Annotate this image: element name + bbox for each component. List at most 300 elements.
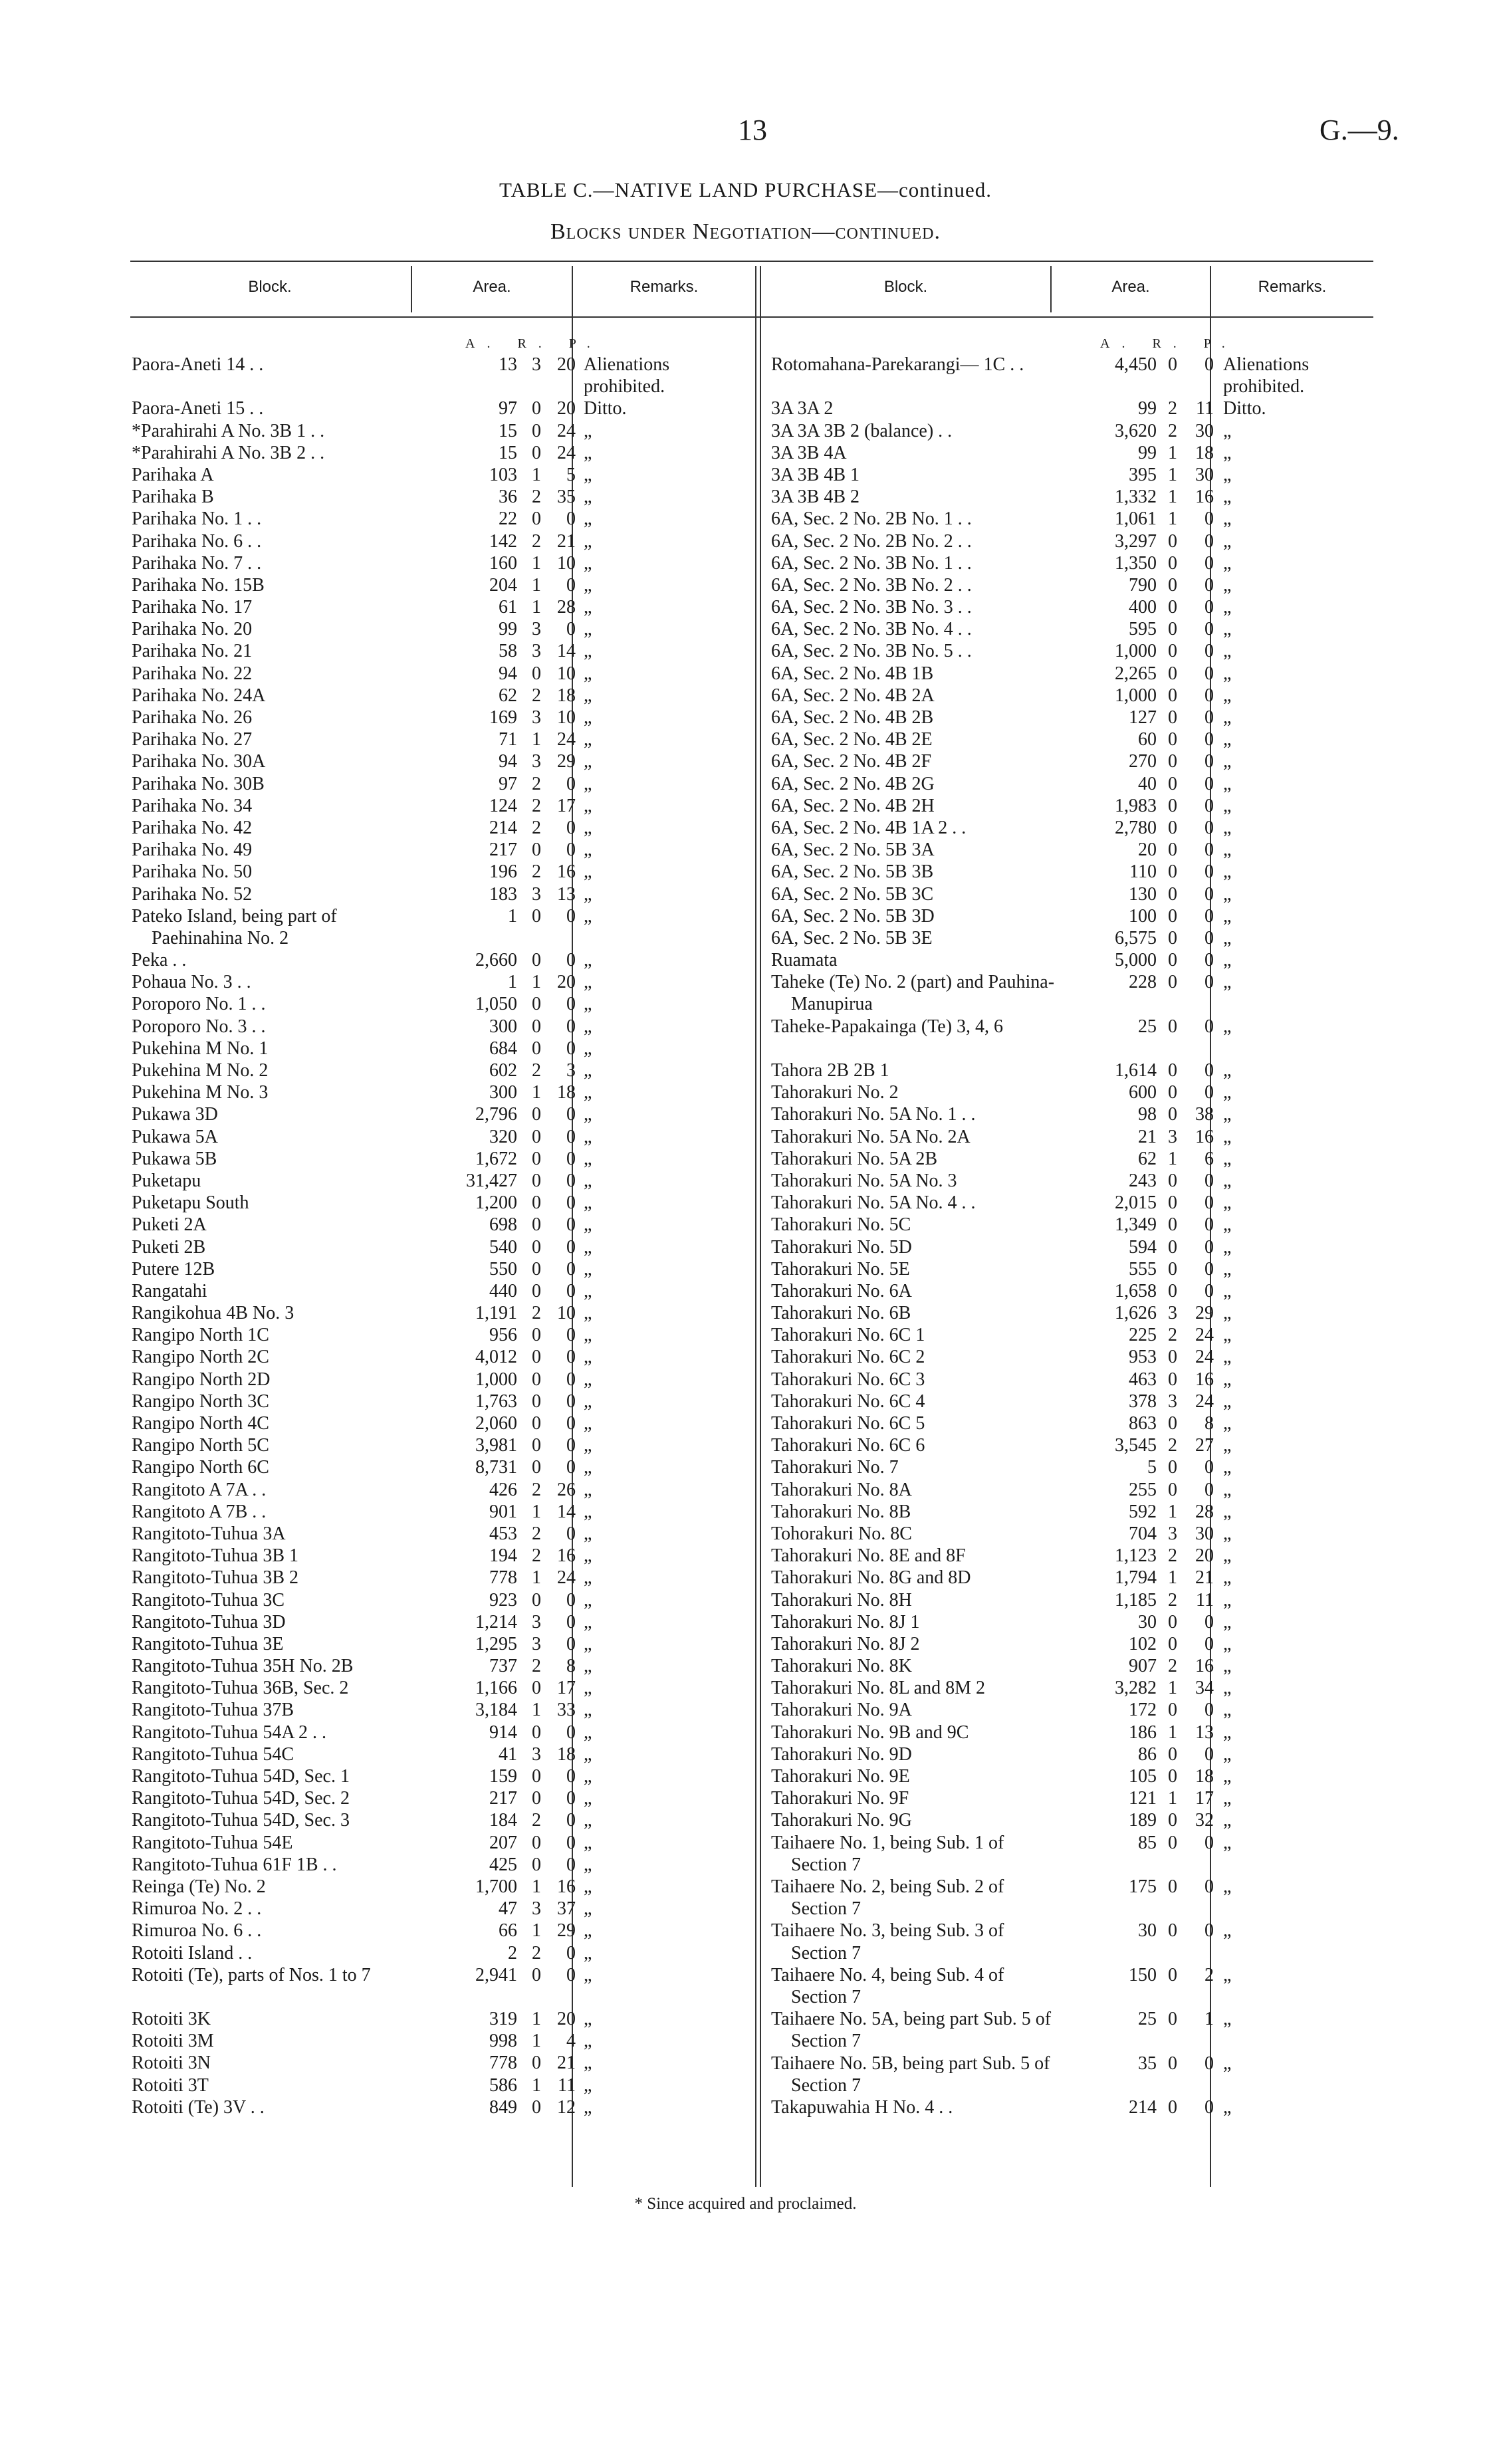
table-row [771, 1633, 1373, 1655]
remarks: „ [584, 1854, 592, 1875]
block-name: Reinga (Te) No. 2 [132, 1876, 266, 1897]
remarks: „ [584, 1104, 592, 1125]
area-acres: 1,332 [1115, 487, 1157, 508]
remarks: „ [584, 597, 592, 618]
area-roods: 0 [1168, 1214, 1177, 1236]
area-perches: 30 [1195, 420, 1214, 441]
remarks: „ [584, 2009, 592, 2030]
area-roods: 1 [532, 2009, 541, 2030]
block-name: Parihaka No. 30B [132, 773, 265, 794]
area-roods: 0 [1168, 2009, 1177, 2030]
remarks: „ [584, 1369, 592, 1390]
area-roods: 1 [1168, 1148, 1177, 1169]
block-name: 6A, Sec. 2 No. 4B 2B [771, 707, 934, 728]
area-acres: 1,763 [475, 1391, 517, 1412]
area-acres: 6,575 [1115, 927, 1157, 949]
table-row [771, 1103, 1373, 1125]
remarks: „ [584, 1920, 592, 1942]
table-row [771, 1456, 1373, 1478]
area-acres: 20 [1138, 840, 1157, 861]
area-acres: 15 [499, 420, 517, 441]
remarks: „ [584, 1876, 592, 1897]
remarks: „ [1223, 1788, 1232, 1809]
area-perches: 0 [1204, 773, 1214, 794]
table-row [771, 1501, 1373, 1523]
remarks: „ [1223, 1678, 1232, 1699]
area-perches: 0 [1204, 905, 1214, 927]
table-row [132, 420, 756, 442]
table-row [771, 1920, 1373, 1963]
block-name: Tohorakuri No. 8C [771, 1523, 912, 1544]
table-row [771, 1258, 1373, 1280]
table-row [132, 1126, 756, 1148]
area-perches: 0 [566, 1325, 576, 1346]
block-name: 6A, Sec. 2 No. 3B No. 4 . . [771, 619, 972, 640]
block-name: 6A, Sec. 2 No. 3B No. 5 . . [771, 641, 972, 662]
table-row [132, 1743, 756, 1765]
area-roods: 0 [532, 1325, 541, 1346]
remarks: „ [584, 1722, 592, 1743]
area-roods: 2 [532, 530, 541, 552]
table-row [771, 486, 1373, 508]
remarks: „ [584, 1656, 592, 1677]
area-acres: 395 [1129, 464, 1157, 485]
area-perches: 8 [1204, 1413, 1214, 1434]
area-roods: 0 [1168, 619, 1177, 640]
remarks: „ [584, 994, 592, 1015]
remarks: „ [1223, 2053, 1232, 2074]
area-acres: 602 [489, 1060, 517, 1081]
area-roods: 1 [532, 2031, 541, 2052]
table-row [132, 1964, 756, 2008]
header-remarks-left: Remarks. [630, 278, 699, 296]
area-acres: 300 [489, 1082, 517, 1103]
block-name: Parihaka No. 1 . . [132, 508, 262, 530]
area-roods: 1 [1168, 1678, 1177, 1699]
area-acres: 30 [1138, 1920, 1157, 1942]
table-row [132, 508, 756, 530]
area-acres: 94 [499, 751, 517, 772]
block-name: Pukehina M No. 2 [132, 1060, 269, 1081]
block-name: Rotoiti Island . . [132, 1942, 253, 1963]
remarks: „ [584, 420, 592, 441]
area-perches: 0 [566, 1413, 576, 1434]
table-row [132, 354, 756, 397]
area-perches: 0 [1204, 685, 1214, 706]
area-roods: 3 [532, 707, 541, 728]
table-row [132, 685, 756, 707]
area-roods: 0 [1168, 663, 1177, 684]
area-acres: 270 [1129, 751, 1157, 772]
block-name: 6A, Sec. 2 No. 2B No. 2 . . [771, 530, 972, 552]
area-roods: 1 [532, 574, 541, 596]
remarks: Ditto. [1223, 398, 1266, 419]
area-roods: 0 [532, 1038, 541, 1059]
block-name: Puketi 2A [132, 1214, 207, 1236]
block-name: 6A, Sec. 2 No. 4B 2H [771, 795, 935, 816]
block-name: Tahorakuri No. 6B [771, 1303, 911, 1324]
area-roods: 0 [1168, 1347, 1177, 1368]
remarks: „ [584, 840, 592, 861]
area-roods: 2 [532, 795, 541, 816]
remarks: „ [584, 1611, 592, 1632]
area-acres: 35 [1138, 2053, 1157, 2074]
area-perches: 0 [1204, 1280, 1214, 1301]
area-acres: 3,297 [1115, 530, 1157, 552]
remarks: „ [1223, 574, 1232, 596]
remarks: „ [584, 1545, 592, 1567]
area-roods: 0 [1168, 840, 1177, 861]
area-perches: 13 [1195, 1722, 1214, 1743]
remarks: „ [1223, 905, 1232, 927]
table-row [771, 1369, 1373, 1391]
table-row [132, 1302, 756, 1324]
area-perches: 21 [557, 530, 576, 552]
area-acres: 225 [1129, 1325, 1157, 1346]
header-rule-bottom [130, 316, 1373, 318]
remarks: „ [584, 641, 592, 662]
area-perches: 0 [1204, 1192, 1214, 1214]
block-name: 6A, Sec. 2 No. 3B No. 2 . . [771, 574, 972, 596]
table-row [771, 1699, 1373, 1721]
table-row [132, 2030, 756, 2052]
table-row [771, 1280, 1373, 1302]
block-name: Tahorakuri No. 5A No. 3 [771, 1170, 957, 1191]
block-name: *Parahirahi A No. 3B 2 . . [132, 442, 325, 463]
area-roods: 0 [532, 1369, 541, 1390]
remarks: „ [1223, 1303, 1232, 1324]
area-perches: 0 [566, 1214, 576, 1236]
remarks: „ [1223, 729, 1232, 750]
area-roods: 0 [1168, 552, 1177, 574]
area-roods: 1 [1168, 442, 1177, 463]
area-acres: 99 [1138, 398, 1157, 419]
block-name: Tahorakuri No. 9A [771, 1700, 912, 1721]
area-perches: 0 [566, 950, 576, 971]
table-row [132, 1787, 756, 1809]
remarks: „ [1223, 552, 1232, 574]
remarks: „ [1223, 817, 1232, 838]
area-roods: 0 [1168, 1016, 1177, 1037]
area-acres: 453 [489, 1523, 517, 1544]
remarks: „ [1223, 1148, 1232, 1169]
block-name: Rangitoto-Tuhua 3C [132, 1589, 285, 1611]
area-perches: 0 [1204, 1611, 1214, 1632]
area-perches: 14 [557, 1501, 576, 1522]
area-perches: 0 [566, 1523, 576, 1544]
area-perches: 0 [566, 508, 576, 530]
block-name: Poroporo No. 3 . . [132, 1016, 266, 1037]
block-name: Tahorakuri No. 8G and 8D [771, 1567, 971, 1589]
area-roods: 2 [1168, 1656, 1177, 1677]
block-name: Rangitoto-Tuhua 3D [132, 1611, 286, 1632]
table-row [132, 1611, 756, 1633]
block-name: Parihaka No. 42 [132, 817, 253, 838]
block-name: Rangitoto A 7B . . [132, 1501, 267, 1522]
area-acres: 150 [1129, 1964, 1157, 1985]
block-name: Tahorakuri No. 6C 6 [771, 1435, 925, 1456]
area-acres: 1,794 [1115, 1567, 1157, 1589]
remarks: „ [584, 1347, 592, 1368]
table-row [132, 1346, 756, 1368]
area-roods: 2 [1168, 1325, 1177, 1346]
table-row [132, 1876, 756, 1898]
area-roods: 2 [532, 1810, 541, 1831]
table-row [771, 1523, 1373, 1545]
area-acres: 102 [1129, 1633, 1157, 1654]
area-acres: 94 [499, 663, 517, 684]
block-name: Tahorakuri No. 8J 1 [771, 1611, 920, 1632]
right-table-column [771, 354, 1373, 2118]
block-name: Rangitoto-Tuhua 54D, Sec. 1 [132, 1766, 350, 1787]
area-perches: 16 [557, 1545, 576, 1567]
block-name: Puketapu South [132, 1192, 249, 1214]
area-acres: 320 [489, 1126, 517, 1147]
table-row [771, 728, 1373, 750]
block-name: 6A, Sec. 2 No. 3B No. 3 . . [771, 597, 972, 618]
block-name: Tahorakuri No. 6C 1 [771, 1325, 925, 1346]
block-name: Rangipo North 1C [132, 1325, 269, 1346]
left-table-column [132, 354, 756, 2118]
table-row [132, 861, 756, 883]
area-roods: 0 [1168, 1743, 1177, 1765]
area-perches: 0 [566, 817, 576, 838]
remarks: „ [1223, 420, 1232, 441]
area-perches: 5 [566, 464, 576, 485]
area-roods: 0 [532, 1214, 541, 1236]
block-name: Parihaka No. 21 [132, 641, 253, 662]
area-acres: 66 [499, 1920, 517, 1942]
area-acres: 1,191 [475, 1303, 517, 1324]
area-acres: 3,545 [1115, 1435, 1157, 1456]
area-perches: 0 [566, 1435, 576, 1456]
block-name: Tahorakuri No. 5A No. 4 . . [771, 1192, 976, 1214]
area-acres: 86 [1138, 1743, 1157, 1765]
area-acres: 778 [489, 2053, 517, 2074]
area-perches: 18 [557, 685, 576, 706]
table-row [771, 530, 1373, 552]
remarks: „ [1223, 1722, 1232, 1743]
area-perches: 10 [557, 663, 576, 684]
area-roods: 2 [532, 861, 541, 883]
table-row [132, 1545, 756, 1567]
area-perches: 0 [566, 1964, 576, 1985]
table-row [132, 795, 756, 817]
table-row [771, 685, 1373, 707]
area-roods: 0 [1168, 1766, 1177, 1787]
remarks: „ [1223, 1170, 1232, 1191]
area-acres: 61 [499, 597, 517, 618]
area-roods: 0 [532, 1766, 541, 1787]
table-row [132, 839, 756, 861]
remarks: „ [1223, 487, 1232, 508]
table-row [132, 949, 756, 971]
remarks: „ [584, 1214, 592, 1236]
area-perches: 0 [566, 1854, 576, 1875]
area-perches: 8 [566, 1656, 576, 1677]
area-roods: 1 [1168, 1722, 1177, 1743]
table-row [132, 596, 756, 618]
remarks: „ [584, 1435, 592, 1456]
area-perches: 0 [566, 1148, 576, 1169]
area-acres: 550 [489, 1258, 517, 1280]
area-perches: 0 [1204, 1258, 1214, 1280]
header-area-left: Area. [473, 278, 511, 296]
table-row [771, 2053, 1373, 2096]
area-roods: 0 [1168, 795, 1177, 816]
area-perches: 16 [1195, 1369, 1214, 1390]
table-row [132, 1501, 756, 1523]
area-acres: 1,123 [1115, 1545, 1157, 1567]
area-roods: 0 [1168, 729, 1177, 750]
table-row [771, 1081, 1373, 1103]
area-perches: 16 [1195, 1656, 1214, 1677]
table-row [771, 1214, 1373, 1236]
area-roods: 0 [532, 1148, 541, 1169]
area-roods: 1 [532, 1920, 541, 1942]
area-acres: 778 [489, 1567, 517, 1589]
area-roods: 0 [532, 1104, 541, 1125]
area-perches: 0 [566, 905, 576, 927]
area-roods: 1 [1168, 1567, 1177, 1589]
block-name: Rangitoto-Tuhua 3B 2 [132, 1567, 298, 1589]
remarks: „ [584, 1898, 592, 1920]
area-roods: 1 [1168, 508, 1177, 530]
block-name: Parihaka No. 6 . . [132, 530, 262, 552]
remarks: „ [1223, 1700, 1232, 1721]
area-roods: 1 [532, 464, 541, 485]
area-perches: 20 [557, 2009, 576, 2030]
block-name: Pukawa 5A [132, 1126, 218, 1147]
table-row [132, 1677, 756, 1699]
area-roods: 1 [1168, 1788, 1177, 1809]
area-acres: 998 [489, 2031, 517, 2052]
table-row [132, 618, 756, 640]
area-roods: 0 [1168, 354, 1177, 375]
remarks: „ [1223, 641, 1232, 662]
table-row [771, 927, 1373, 949]
remarks: „ [584, 1457, 592, 1478]
area-acres: 849 [489, 2096, 517, 2118]
block-name: 3A 3A 2 [771, 398, 834, 419]
remarks: „ [1223, 1876, 1232, 1897]
area-perches: 0 [1204, 927, 1214, 949]
area-acres: 214 [489, 817, 517, 838]
table-row [132, 971, 756, 993]
block-name: Rangitoto-Tuhua 54D, Sec. 2 [132, 1788, 350, 1809]
area-roods: 0 [532, 1236, 541, 1258]
remarks: „ [1223, 1258, 1232, 1280]
area-acres: 425 [489, 1854, 517, 1875]
area-perches: 21 [1195, 1567, 1214, 1589]
area-acres: 3,184 [475, 1700, 517, 1721]
remarks: „ [1223, 619, 1232, 640]
block-name: Taihaere No. 2, being Sub. 2 of Section 7 [771, 1876, 1004, 1920]
remarks: „ [584, 1501, 592, 1522]
remarks: „ [584, 685, 592, 706]
block-name: 6A, Sec. 2 No. 5B 3B [771, 861, 934, 883]
block-name: Tahora 2B 2B 1 [771, 1060, 889, 1081]
footnote: * Since acquired and proclaimed. [634, 2195, 857, 2213]
remarks: „ [1223, 1501, 1232, 1522]
remarks: „ [1223, 597, 1232, 618]
area-roods: 2 [532, 685, 541, 706]
block-name: Ruamata [771, 950, 838, 971]
table-row [771, 971, 1373, 1015]
area-roods: 0 [532, 2053, 541, 2074]
area-roods: 3 [532, 1611, 541, 1632]
block-name: Rangitoto-Tuhua 54D, Sec. 3 [132, 1810, 350, 1831]
area-roods: 0 [532, 1854, 541, 1875]
area-acres: 3,981 [475, 1435, 517, 1456]
area-acres: 71 [499, 729, 517, 750]
document-code: G.—9. [1319, 114, 1399, 146]
area-perches: 24 [557, 1567, 576, 1589]
remarks: „ [584, 574, 592, 596]
remarks: Ditto. [584, 398, 627, 419]
block-name: Tahorakuri No. 9D [771, 1743, 912, 1765]
area-roods: 0 [1168, 1832, 1177, 1853]
area-perches: 35 [557, 487, 576, 508]
area-perches: 0 [566, 1236, 576, 1258]
area-acres: 1,000 [475, 1369, 517, 1390]
table-row [132, 1456, 756, 1478]
table-row [771, 1346, 1373, 1368]
area-roods: 0 [1168, 861, 1177, 883]
table-row [771, 1677, 1373, 1699]
table-row [132, 905, 756, 949]
area-roods: 0 [1168, 905, 1177, 927]
area-roods: 0 [1168, 950, 1177, 971]
remarks: „ [1223, 1589, 1232, 1611]
area-perches: 14 [557, 641, 576, 662]
block-name: Rangitoto-Tuhua 61F 1B . . [132, 1854, 337, 1875]
block-name: Rimuroa No. 6 . . [132, 1920, 262, 1942]
area-roods: 1 [532, 1567, 541, 1589]
remarks: „ [584, 530, 592, 552]
area-roods: 0 [532, 1258, 541, 1280]
area-roods: 2 [1168, 420, 1177, 441]
area-perches: 30 [1195, 464, 1214, 485]
block-name: Rangitoto A 7A . . [132, 1479, 267, 1500]
remarks: „ [584, 1766, 592, 1787]
block-name: Rangitoto-Tuhua 54E [132, 1832, 293, 1853]
area-perches: 0 [1204, 552, 1214, 574]
block-name: Putere 12B [132, 1258, 215, 1280]
remarks: „ [584, 1633, 592, 1654]
table-row [132, 1081, 756, 1103]
block-name: Paora-Aneti 15 . . [132, 398, 264, 419]
block-name: Rotoiti 3N [132, 2053, 211, 2074]
block-name: Rangitoto-Tuhua 3B 1 [132, 1545, 298, 1567]
remarks: „ [1223, 1347, 1232, 1368]
area-perches: 0 [1204, 1479, 1214, 1500]
area-roods: 0 [1168, 927, 1177, 949]
area-acres: 99 [499, 619, 517, 640]
area-roods: 0 [532, 1435, 541, 1456]
area-roods: 0 [1168, 1369, 1177, 1390]
block-name: Tahorakuri No. 7 [771, 1457, 899, 1478]
block-name: 3A 3B 4A [771, 442, 847, 463]
area-perches: 0 [1204, 1236, 1214, 1258]
area-acres: 243 [1129, 1170, 1157, 1191]
area-roods: 0 [532, 663, 541, 684]
block-name: Rangipo North 2D [132, 1369, 271, 1390]
table-row [132, 1655, 756, 1677]
area-acres: 1,614 [1115, 1060, 1157, 1081]
table-row [132, 1258, 756, 1280]
table-row [132, 1633, 756, 1655]
